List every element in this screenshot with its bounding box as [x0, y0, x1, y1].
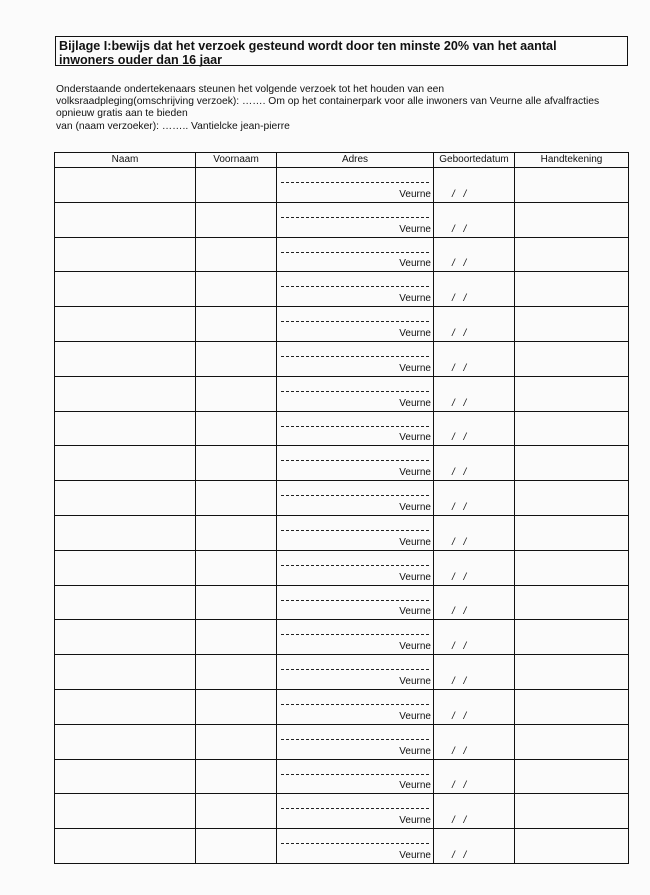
table-row: [55, 376, 629, 411]
address-city: Veurne: [399, 780, 431, 792]
address-city: Veurne: [399, 606, 431, 618]
address-dashed-line: [281, 252, 429, 253]
naam-cell[interactable]: [55, 272, 196, 307]
address-dashed-line: [281, 774, 429, 775]
naam-cell[interactable]: [55, 341, 196, 376]
voornaam-cell[interactable]: [196, 689, 277, 724]
address-dashed-line: [281, 321, 429, 322]
date-separators: / /: [452, 536, 467, 548]
naam-cell[interactable]: [55, 411, 196, 446]
handtekening-cell[interactable]: [515, 550, 629, 585]
adres-cell[interactable]: [277, 550, 434, 585]
intro-text: [56, 84, 626, 133]
voornaam-cell[interactable]: [196, 759, 277, 794]
handtekening-cell[interactable]: [515, 272, 629, 307]
naam-cell[interactable]: [55, 794, 196, 829]
handtekening-cell[interactable]: [515, 515, 629, 550]
naam-cell[interactable]: [55, 446, 196, 481]
adres-cell[interactable]: [277, 689, 434, 724]
table-row: [55, 237, 629, 272]
address-city: Veurne: [399, 850, 431, 861]
date-separators: / /: [452, 745, 467, 757]
geboortedatum-cell[interactable]: [434, 550, 515, 585]
voornaam-cell[interactable]: [196, 481, 277, 516]
address-city: Veurne: [399, 397, 431, 409]
adres-cell[interactable]: [277, 620, 434, 655]
adres-cell[interactable]: [277, 829, 434, 864]
address-city: Veurne: [399, 675, 431, 687]
geboortedatum-cell[interactable]: [434, 341, 515, 376]
address-dashed-line: [281, 739, 429, 740]
handtekening-cell[interactable]: [515, 724, 629, 759]
voornaam-cell[interactable]: [196, 794, 277, 829]
geboortedatum-cell[interactable]: [434, 585, 515, 620]
naam-cell[interactable]: [55, 689, 196, 724]
col-header-adres: Adres: [277, 153, 434, 168]
geboortedatum-cell[interactable]: [434, 168, 515, 203]
naam-cell[interactable]: [55, 376, 196, 411]
address-city: Veurne: [399, 815, 431, 827]
table-row: [55, 689, 629, 724]
table-row: [55, 759, 629, 794]
address-dashed-line: [281, 843, 429, 844]
date-separators: / /: [452, 188, 467, 200]
handtekening-cell[interactable]: [515, 411, 629, 446]
adres-cell[interactable]: [277, 655, 434, 690]
handtekening-cell[interactable]: [515, 341, 629, 376]
geboortedatum-cell[interactable]: [434, 620, 515, 655]
address-dashed-line: [281, 808, 429, 809]
date-separators: / /: [452, 258, 467, 270]
header-row: [55, 153, 629, 168]
table-row: [55, 829, 629, 864]
handtekening-cell[interactable]: [515, 168, 629, 203]
table-row: [55, 515, 629, 550]
geboortedatum-cell[interactable]: [434, 202, 515, 237]
title-line-1: Bijlage I:bewijs dat het verzoek gesteund wordt door ten minste 20% van het aantal: [59, 39, 557, 53]
handtekening-cell[interactable]: [515, 446, 629, 481]
naam-cell[interactable]: [55, 168, 196, 203]
handtekening-cell[interactable]: [515, 585, 629, 620]
address-dashed-line: [281, 356, 429, 357]
geboortedatum-cell[interactable]: [434, 829, 515, 864]
table-row: [55, 585, 629, 620]
address-city: Veurne: [399, 745, 431, 757]
address-dashed-line: [281, 182, 429, 183]
voornaam-cell[interactable]: [196, 237, 277, 272]
handtekening-cell[interactable]: [515, 237, 629, 272]
geboortedatum-cell[interactable]: [434, 794, 515, 829]
address-city: Veurne: [399, 571, 431, 583]
date-separators: / /: [452, 362, 467, 374]
date-separators: / /: [452, 327, 467, 339]
geboortedatum-cell[interactable]: [434, 724, 515, 759]
geboortedatum-cell[interactable]: [434, 411, 515, 446]
address-dashed-line: [281, 530, 429, 531]
voornaam-cell[interactable]: [196, 515, 277, 550]
handtekening-cell[interactable]: [515, 829, 629, 864]
voornaam-cell[interactable]: [196, 272, 277, 307]
voornaam-cell[interactable]: [196, 620, 277, 655]
geboortedatum-cell[interactable]: [434, 759, 515, 794]
naam-cell[interactable]: [55, 620, 196, 655]
voornaam-cell[interactable]: [196, 376, 277, 411]
address-city: Veurne: [399, 362, 431, 374]
handtekening-cell[interactable]: [515, 759, 629, 794]
adres-cell[interactable]: [277, 794, 434, 829]
title-line-2: inwoners ouder dan 16 jaar: [59, 53, 223, 67]
geboortedatum-cell[interactable]: [434, 689, 515, 724]
address-city: Veurne: [399, 641, 431, 653]
adres-cell[interactable]: [277, 411, 434, 446]
naam-cell[interactable]: [55, 481, 196, 516]
date-separators: / /: [452, 223, 467, 235]
address-dashed-line: [281, 286, 429, 287]
address-dashed-line: [281, 600, 429, 601]
address-dashed-line: [281, 460, 429, 461]
naam-cell[interactable]: [55, 307, 196, 342]
address-city: Veurne: [399, 501, 431, 513]
date-separators: / /: [452, 606, 467, 618]
address-dashed-line: [281, 426, 429, 427]
table-row: [55, 446, 629, 481]
voornaam-cell[interactable]: [196, 168, 277, 203]
naam-cell[interactable]: [55, 550, 196, 585]
handtekening-cell[interactable]: [515, 655, 629, 690]
intro-line-2: volksraadpleging(omschrijving verzoek): ……. Om op het containerpark voor alle inwoners van Veurne alle afvalfracties: [56, 96, 600, 108]
date-separators: / /: [452, 780, 467, 792]
table-row: [55, 341, 629, 376]
voornaam-cell[interactable]: [196, 307, 277, 342]
address-city: Veurne: [399, 536, 431, 548]
handtekening-cell[interactable]: [515, 307, 629, 342]
geboortedatum-cell[interactable]: [434, 272, 515, 307]
table-row: [55, 272, 629, 307]
col-header-geboortedatum: Geboortedatum: [434, 153, 515, 168]
naam-cell[interactable]: [55, 759, 196, 794]
adres-cell[interactable]: [277, 272, 434, 307]
geboortedatum-cell[interactable]: [434, 237, 515, 272]
voornaam-cell[interactable]: [196, 585, 277, 620]
naam-cell[interactable]: [55, 829, 196, 864]
date-separators: / /: [452, 397, 467, 409]
table-row: [55, 307, 629, 342]
naam-cell[interactable]: [55, 515, 196, 550]
adres-cell[interactable]: [277, 481, 434, 516]
geboortedatum-cell[interactable]: [434, 376, 515, 411]
date-separators: / /: [452, 501, 467, 513]
date-separators: / /: [452, 467, 467, 479]
date-separators: / /: [452, 641, 467, 653]
handtekening-cell[interactable]: [515, 620, 629, 655]
address-city: Veurne: [399, 223, 431, 235]
address-dashed-line: [281, 669, 429, 670]
address-city: Veurne: [399, 467, 431, 479]
table-row: [55, 655, 629, 690]
handtekening-cell[interactable]: [515, 481, 629, 516]
address-dashed-line: [281, 704, 429, 705]
address-dashed-line: [281, 565, 429, 566]
naam-cell[interactable]: [55, 237, 196, 272]
date-separators: / /: [452, 432, 467, 444]
adres-cell[interactable]: [277, 237, 434, 272]
voornaam-cell[interactable]: [196, 341, 277, 376]
voornaam-cell[interactable]: [196, 655, 277, 690]
address-city: Veurne: [399, 432, 431, 444]
geboortedatum-cell[interactable]: [434, 446, 515, 481]
naam-cell[interactable]: [55, 724, 196, 759]
intro-line-3: opnieuw gratis aan te bieden: [56, 108, 188, 120]
address-dashed-line: [281, 391, 429, 392]
adres-cell[interactable]: [277, 307, 434, 342]
table-row: [55, 724, 629, 759]
col-header-naam: Naam: [55, 153, 196, 168]
signature-table: [54, 152, 629, 864]
adres-cell[interactable]: [277, 759, 434, 794]
geboortedatum-cell[interactable]: [434, 655, 515, 690]
table-row: [55, 550, 629, 585]
voornaam-cell[interactable]: [196, 202, 277, 237]
voornaam-cell[interactable]: [196, 724, 277, 759]
address-dashed-line: [281, 634, 429, 635]
adres-cell[interactable]: [277, 515, 434, 550]
adres-cell[interactable]: [277, 724, 434, 759]
address-dashed-line: [281, 495, 429, 496]
table-row: [55, 794, 629, 829]
table-row: [55, 202, 629, 237]
date-separators: / /: [452, 850, 467, 861]
intro-line-4: van (naam verzoeker): …….. Vantielcke jean-pierre: [56, 120, 290, 132]
handtekening-cell[interactable]: [515, 689, 629, 724]
naam-cell[interactable]: [55, 655, 196, 690]
date-separators: / /: [452, 675, 467, 687]
adres-cell[interactable]: [277, 202, 434, 237]
handtekening-cell[interactable]: [515, 794, 629, 829]
adres-cell[interactable]: [277, 446, 434, 481]
address-city: Veurne: [399, 188, 431, 200]
table-row: [55, 481, 629, 516]
date-separators: / /: [452, 571, 467, 583]
address-city: Veurne: [399, 293, 431, 305]
table-row: [55, 411, 629, 446]
date-separators: / /: [452, 815, 467, 827]
adres-cell[interactable]: [277, 376, 434, 411]
naam-cell[interactable]: [55, 202, 196, 237]
col-header-voornaam: Voornaam: [196, 153, 277, 168]
geboortedatum-cell[interactable]: [434, 481, 515, 516]
adres-cell[interactable]: [277, 585, 434, 620]
geboortedatum-cell[interactable]: [434, 307, 515, 342]
address-city: Veurne: [399, 710, 431, 722]
naam-cell[interactable]: [55, 585, 196, 620]
table-row: [55, 168, 629, 203]
date-separators: / /: [452, 293, 467, 305]
address-city: Veurne: [399, 327, 431, 339]
geboortedatum-cell[interactable]: [434, 515, 515, 550]
address-dashed-line: [281, 217, 429, 218]
voornaam-cell[interactable]: [196, 446, 277, 481]
table-body: [55, 168, 629, 864]
table-row: [55, 620, 629, 655]
col-header-handtekening: Handtekening: [515, 153, 629, 168]
adres-cell[interactable]: [277, 341, 434, 376]
voornaam-cell[interactable]: [196, 550, 277, 585]
handtekening-cell[interactable]: [515, 376, 629, 411]
adres-cell[interactable]: [277, 168, 434, 203]
handtekening-cell[interactable]: [515, 202, 629, 237]
voornaam-cell[interactable]: [196, 411, 277, 446]
intro-line-1: Onderstaande ondertekenaars steunen het volgende verzoek tot het houden van een: [56, 84, 445, 95]
address-city: Veurne: [399, 258, 431, 270]
date-separators: / /: [452, 710, 467, 722]
annex-title: [55, 36, 628, 66]
voornaam-cell[interactable]: [196, 829, 277, 864]
